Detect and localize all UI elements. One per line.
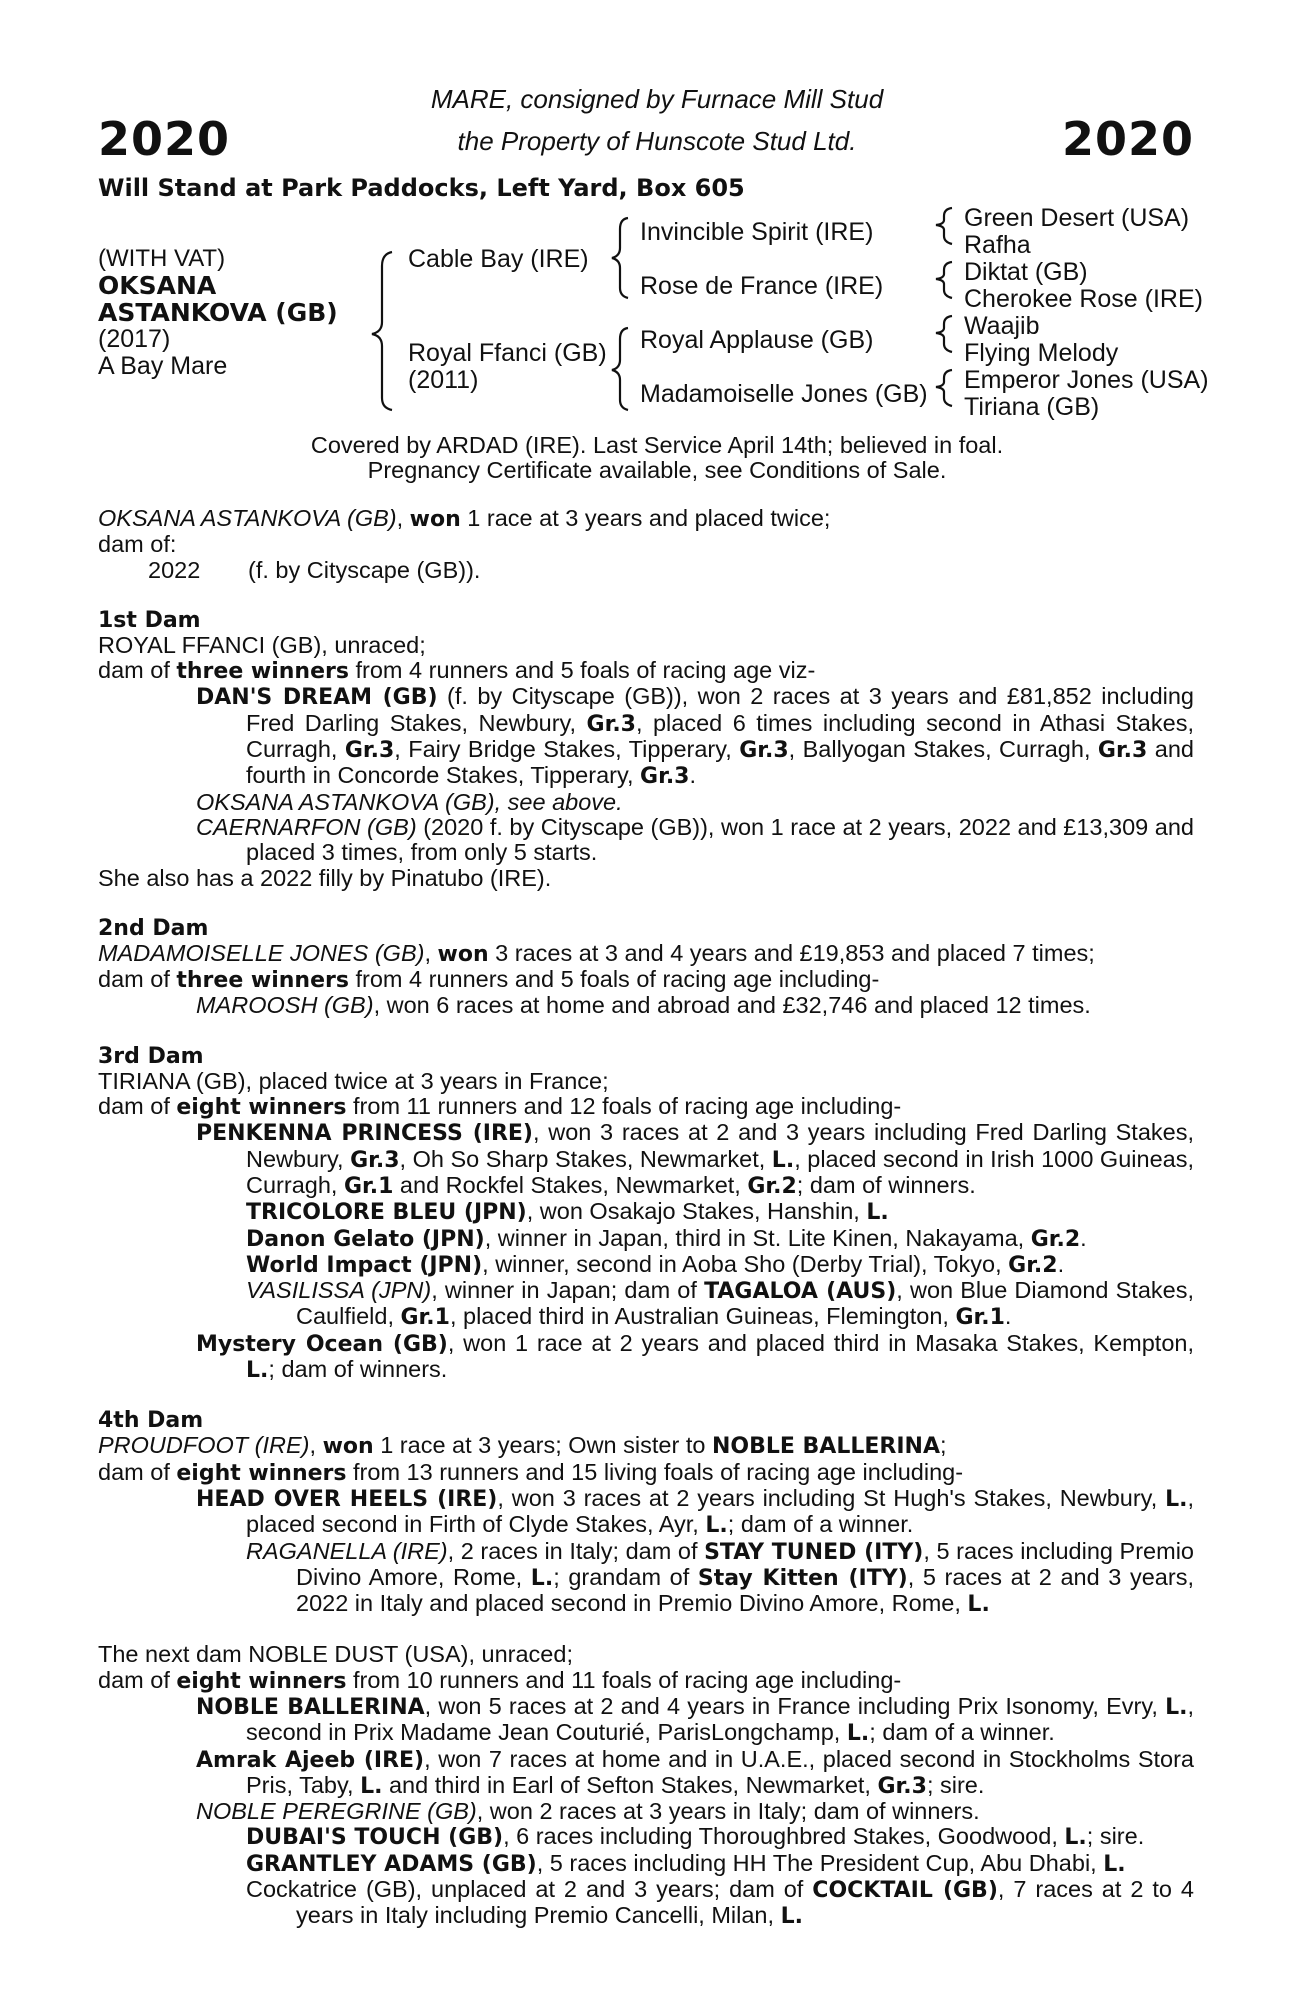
second-dam-line: MADAMOISELLE JONES (GB), won 3 races at 3 and 4 years and £19,853 and placed 7 times; (98, 939, 1095, 967)
stand-location: Will Stand at Park Paddocks, Left Yard, Box 605 (98, 174, 745, 202)
progeny-tricolore-bleu: TRICOLORE BLEU (JPN), won Osakajo Stakes, Hanshin, L. (246, 1198, 889, 1226)
dam: Royal Ffanci (GB) (408, 339, 607, 367)
pregnancy-line: Pregnancy Certificate available, see Conditions of Sale. (367, 457, 947, 483)
first-dam-heading: 1st Dam (98, 607, 201, 633)
progeny-vasilissa: VASILISSA (JPN), winner in Japan; dam of TAGALOA (AUS), won Blue Diamond Stakes, Caulfield, Gr.1, placed third in Australian Guineas, Flemington, Gr.1. (246, 1277, 1194, 1331)
progeny-oksana: OKSANA ASTANKOVA (GB), see above. (196, 788, 623, 815)
brace-dam (612, 328, 628, 410)
dam-dam: Madamoiselle Jones (GB) (640, 380, 928, 408)
vat-note: (WITH VAT) (98, 245, 226, 272)
fourth-dam-winners: dam of eight winners from 13 runners and 15 living foals of racing age including- (98, 1458, 964, 1486)
progeny-mystery-ocean: Mystery Ocean (GB), won 1 race at 2 years and placed third in Masaka Stakes, Kempton, L.; dam of winners. (196, 1329, 1195, 1384)
sire-sire: Invincible Spirit (IRE) (640, 218, 874, 246)
brace-g2 (936, 262, 952, 298)
sire: Cable Bay (IRE) (408, 245, 589, 273)
progeny-amrak-ajeeb: Amrak Ajeeb (IRE), won 7 races at home and in U.A.E., placed second in Stockholms Stora Pris, Taby, L. and third in Earl of Sefton Stakes, Newmarket, Gr.3; sire. (196, 1745, 1194, 1799)
first-dam-also: She also has a 2022 filly by Pinatubo (IRE). (98, 864, 552, 891)
intro-paragraph: OKSANA ASTANKOVA (GB), won 1 race at 3 years and placed twice; (98, 505, 831, 532)
fourth-dam-heading: 4th Dam (98, 1408, 204, 1434)
progeny-penkenna-princess: PENKENNA PRINCESS (IRE), won 3 races at 2 and 3 years including Fred Darling Stakes, Newbury, Gr.3, Oh So Sharp Stakes, Newmarket, L., placed second in Irish 1000 Guineas, Curragh, Gr.1 and Rockfel Stakes, Newmarket, Gr.2; dam of winners. (196, 1119, 1194, 1199)
progeny-danon-gelato: Danon Gelato (JPN), winner in Japan, third in St. Lite Kinen, Nakayama, Gr.2. (246, 1224, 1087, 1252)
progeny-head-over-heels: HEAD OVER HEELS (IRE), won 3 races at 2 years including St Hugh's Stakes, Newbury, L., placed second in Firth of Clyde Stakes, Ayr, L.; dam of a winner. (196, 1484, 1194, 1539)
progeny-noble-ballerina: NOBLE BALLERINA, won 5 races at 2 and 4 years in France including Prix Isonomy, Evry, L., second in Prix Madame Jean Couturié, ParisLongchamp, L.; dam of a winner. (196, 1692, 1194, 1747)
progeny-grantley-adams: GRANTLEY ADAMS (GB), 5 races including HH The President Cup, Abu Dhabi, L. (246, 1849, 1126, 1877)
brace-sire (612, 218, 628, 298)
progeny-caernarfon: CAERNARFON (GB) (2020 f. by Cityscape (GB)), won 1 race at 2 years, 2022 and £13,309 and placed 3 times, from only 5 starts. (196, 813, 1194, 866)
covered-line: Covered by ARDAD (IRE). Last Service April 14th; believed in foal. (310, 432, 1004, 458)
dam-sire: Royal Applause (GB) (640, 326, 874, 354)
catalogue-body (98, 506, 1194, 1930)
horse-year: (2017) (98, 325, 171, 353)
horse-name: OKSANA ASTANKOVA (GB) (98, 505, 397, 531)
third-dam-winners: dam of eight winners from 11 runners and 12 foals of racing age including- (98, 1093, 902, 1121)
progeny-maroosh: MAROOSH (GB), won 6 races at home and abroad and £32,746 and placed 12 times. (196, 992, 1091, 1019)
next-dam-winners: dam of eight winners from 10 runners and 11 foals of racing age including- (98, 1666, 902, 1694)
brace-g1 (936, 208, 952, 244)
horse-name-line1: OKSANA (98, 271, 217, 300)
fourth-dam-line: PROUDFOOT (IRE), won 1 race at 3 years; Own sister to NOBLE BALLERINA; (98, 1432, 947, 1460)
ggp-3: Diktat (GB) (964, 258, 1088, 286)
brace-main (372, 252, 392, 410)
ggp-5: Waajib (964, 312, 1040, 340)
ggp-8: Tiriana (GB) (964, 393, 1100, 421)
dam-year: (2011) (408, 366, 479, 394)
brace-g3 (936, 316, 952, 352)
next-dam-line: The next dam NOBLE DUST (USA), unraced; (98, 1641, 573, 1668)
progeny-dubais-touch: DUBAI'S TOUCH (GB), 6 races including Thoroughbred Stakes, Goodwood, L.; sire. (246, 1823, 1145, 1851)
first-dam-line: ROYAL FFANCI (GB), unraced; (98, 631, 426, 658)
ggp-4: Cherokee Rose (IRE) (964, 285, 1203, 313)
lot-number-right: 2020 (1061, 112, 1194, 166)
third-dam-heading: 3rd Dam (98, 1043, 204, 1069)
third-dam-line: TIRIANA (GB), placed twice at 3 years in France; (98, 1067, 609, 1094)
progeny-world-impact: World Impact (JPN), winner, second in Aoba Sho (Derby Trial), Tokyo, Gr.2. (246, 1250, 1065, 1278)
ggp-1: Green Desert (USA) (964, 204, 1190, 232)
brace-g4 (936, 370, 952, 406)
progeny-noble-peregrine: NOBLE PEREGRINE (GB), won 2 races at 3 years in Italy; dam of winners. (196, 1798, 980, 1825)
property-line: the Property of Hunscote Stud Ltd. (457, 126, 857, 156)
horse-description: A Bay Mare (98, 352, 228, 380)
second-dam-winners: dam of three winners from 4 runners and 5 foals of racing age including- (98, 966, 880, 994)
first-dam-winners: dam of three winners from 4 runners and 5 foals of racing age viz- (98, 657, 816, 685)
lot-number-left: 2020 (98, 112, 231, 166)
second-dam-heading: 2nd Dam (98, 915, 209, 941)
ggp-2: Rafha (964, 231, 1031, 259)
ggp-7: Emperor Jones (USA) (964, 366, 1209, 394)
progeny-cockatrice: Cockatrice (GB), unplaced at 2 and 3 years; dam of COCKTAIL (GB), 7 races at 2 to 4 years in Italy including Premio Cancelli, Milan, L. (246, 1876, 1194, 1930)
ggp-6: Flying Melody (964, 339, 1119, 367)
sire-dam: Rose de France (IRE) (640, 272, 884, 300)
produce-record: 2022 (f. by Cityscape (GB)). (148, 556, 481, 583)
consignor-line: MARE, consigned by Furnace Mill Stud (430, 84, 884, 114)
progeny-dans-dream: DAN'S DREAM (GB) (f. by Cityscape (GB)), won 2 races at 3 years and £81,852 including Fred Darling Stakes, Newbury, Gr.3, placed 6 times including second in Athasi Stakes, Curragh, Gr.3, Fairy Bridge Stakes, Tipperary, Gr.3, Ballyogan Stakes, Curragh, Gr.3 and fourth in Concorde Stakes, Tipperary, Gr.3. (196, 683, 1194, 790)
horse-name-line2: ASTANKOVA (GB) (98, 298, 338, 327)
progeny-raganella: RAGANELLA (IRE), 2 races in Italy; dam of STAY TUNED (ITY), 5 races including Premio Divino Amore, Rome, L.; grandam of Stay Kitten (ITY), 5 races at 2 and 3 years, 2022 in Italy and placed second in Premio Divino Amore, Rome, L. (246, 1537, 1194, 1618)
dam-of-label: dam of: (98, 531, 177, 558)
